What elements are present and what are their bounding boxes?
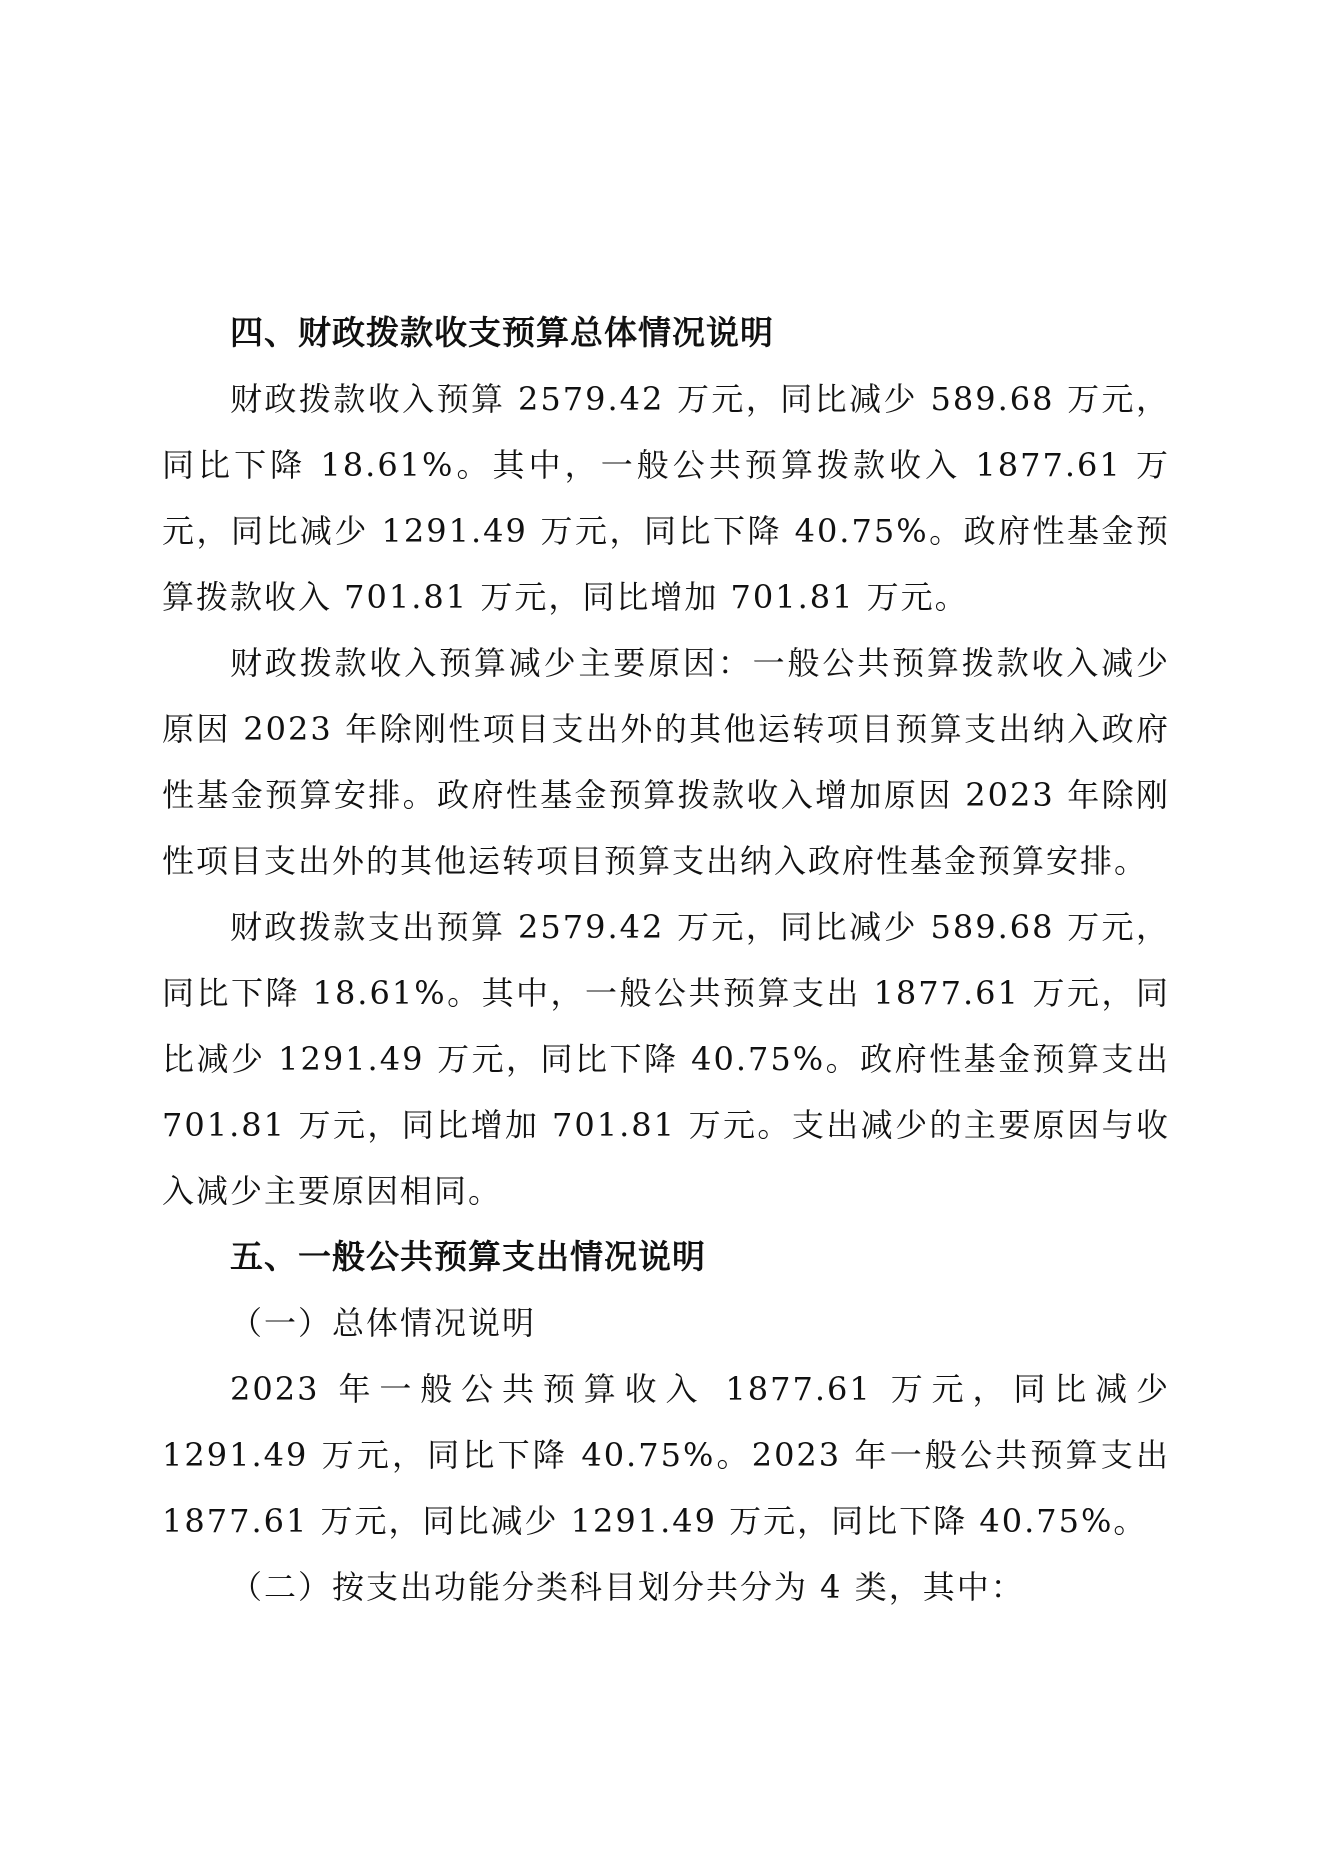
section-heading-5: 五、一般公共预算支出情况说明 [230,1237,706,1276]
section-heading-4: 四、财政拨款收支预算总体情况说明 [230,313,774,352]
paragraph-income-decrease-reason: 财政拨款收入预算减少主要原因：一般公共预算拨款收入减少原因 2023 年除刚性项目支出外的其他运转项目预算支出纳入政府性基金预算安排。政府性基金预算拨款收入增加原因 2023 年除刚性项目支出外的其他运转项目预算支出纳入政府性基金预算安排。 [162,644,1170,880]
subheading-functional-classification: （二）按支出功能分类科目划分共分为 4 类，其中： [230,1568,1025,1606]
paragraph-appropriation-expenditure: 财政拨款支出预算 2579.42 万元，同比减少 589.68 万元，同比下降 18.61%。其中，一般公共预算支出 1877.61 万元，同比减少 1291.49 万元，同比下降 40.75%。政府性基金预算支出 701.81 万元，同比增加 701.81 万元。支出减少的主要原因与收入减少主要原因相同。 [162,908,1170,1210]
paragraph-appropriation-income: 财政拨款收入预算 2579.42 万元，同比减少 589.68 万元，同比下降 18.61%。其中，一般公共预算拨款收入 1877.61 万元，同比减少 1291.49 万元，同比下降 40.75%。政府性基金预算拨款收入 701.81 万元，同比增加 701.81 万元。 [162,380,1170,616]
document-body [162,300,1170,1620]
paragraph-general-budget: 2023 年一般公共预算收入 1877.61 万元，同比减少 1291.49 万元，同比下降 40.75%。2023 年一般公共预算支出 1877.61 万元，同比减少 1291.49 万元，同比下降 40.75%。 [162,1370,1170,1540]
subheading-overall: （一）总体情况说明 [230,1304,537,1342]
